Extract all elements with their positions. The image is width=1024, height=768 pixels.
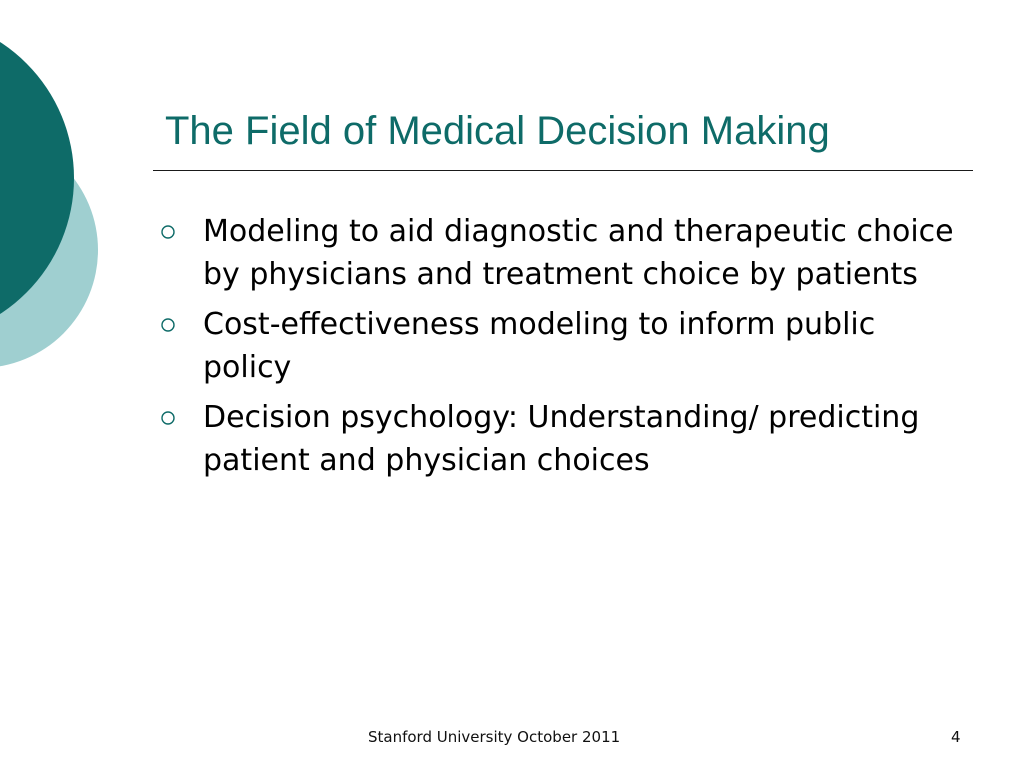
bullet-item bbox=[160, 396, 970, 482]
decorative-circles bbox=[0, 0, 120, 420]
bullet-item bbox=[160, 210, 970, 296]
slide-number: 4 bbox=[951, 728, 961, 746]
hollow-circle-bullet-icon bbox=[160, 224, 176, 240]
bullet-text: Cost-effectiveness modeling to inform public policy bbox=[203, 307, 876, 385]
slide-title: The Field of Medical Decision Making bbox=[165, 109, 830, 153]
footer-text: Stanford University October 2011 bbox=[368, 728, 621, 746]
bullet-text: Modeling to aid diagnostic and therapeutic choice by physicians and treatment choice by patients bbox=[203, 214, 954, 292]
bullet-text: Decision psychology: Understanding/ predicting patient and physician choices bbox=[203, 400, 920, 478]
bullet-item bbox=[160, 303, 970, 389]
title-divider bbox=[153, 170, 973, 171]
hollow-circle-bullet-icon bbox=[160, 317, 176, 333]
bullet-list bbox=[160, 210, 970, 489]
hollow-circle-bullet-icon bbox=[160, 410, 176, 426]
